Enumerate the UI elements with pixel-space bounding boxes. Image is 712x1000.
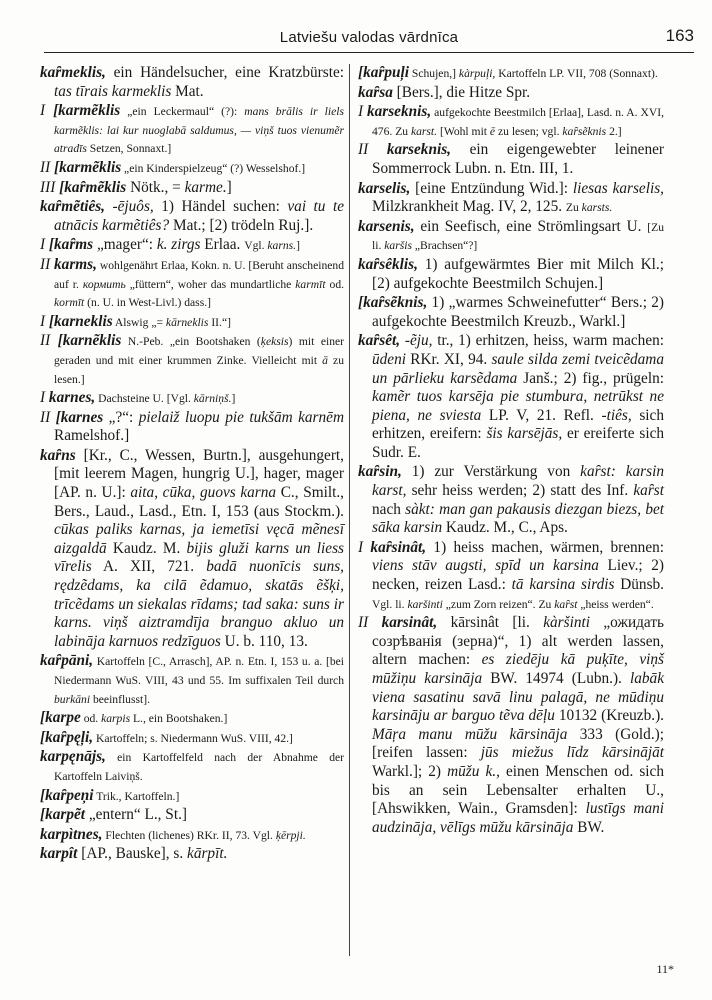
entry-text: II xyxy=(40,255,55,273)
entry-text: кормить xyxy=(82,277,126,291)
entry-text: -ējuôs, xyxy=(112,198,154,216)
dictionary-entry xyxy=(358,614,664,837)
entry-text: er ereiferte sich Sudr. E. xyxy=(372,425,665,461)
signature-mark: 11* xyxy=(656,962,674,976)
running-title: Latviešu valodas vārdnīca xyxy=(279,29,459,46)
dictionary-entry xyxy=(40,826,344,845)
dictionary-entry xyxy=(40,236,344,255)
entry-text: „heiss werden“. xyxy=(577,597,654,611)
entry-text: kaȓsẽknis xyxy=(562,124,607,138)
entry-headword: karsinât, xyxy=(381,614,438,632)
entry-text: -tiês, xyxy=(601,406,632,424)
entry-text: II.“] xyxy=(208,315,231,329)
entry-text: badā nuonīcis suns, rędzẽdams, ka cilā ẽdamuo, skatās ẽšķi, trīcẽdams un siekalas rīdams; tad saka: suns ir karns. viņš aiztramdīja branguo akluo un labināja karnuos redzīguos xyxy=(54,558,344,650)
entry-headword: [karnẽklis xyxy=(57,332,122,350)
entry-headword: kaȓmeklis, xyxy=(40,64,106,81)
entry-text: 1) zur Verstärkung von xyxy=(401,463,581,481)
entry-text: Kartoffeln [C., Arrasch], AP. n. Etn. I, 153 u. a. [bei Niedermann WuS. VIII, 43 und 55. Im suffixalen Teil durch xyxy=(54,655,344,687)
dictionary-entry xyxy=(358,463,664,537)
entry-text: A. XII, 721. xyxy=(91,558,207,576)
entry-text: „entern“ L., St.] xyxy=(85,806,187,824)
entry-headword: kaȓns xyxy=(40,446,76,464)
entry-text: labāk viena sasatinu savā linu palagā, ne mūdiņu karsināju ar barguo tẽva dēļu xyxy=(372,670,664,725)
dictionary-entry xyxy=(40,102,344,158)
entry-text: II xyxy=(40,158,55,176)
entry-text: „ein Leckermaul“ (?): xyxy=(120,105,245,119)
entry-text: ] xyxy=(231,392,236,406)
entry-text: burkāni xyxy=(54,692,91,706)
entry-text: LP. V, 21. Refl. xyxy=(481,406,602,424)
entry-text: karpis xyxy=(101,712,131,726)
entry-headword: karpęnājs, xyxy=(40,748,106,766)
entry-headword: [kaȓmẽklis xyxy=(59,178,127,196)
entry-text: -ẽju, xyxy=(404,332,433,350)
entry-text: kārneklis xyxy=(165,315,209,329)
entry-text: ē xyxy=(489,124,496,138)
entry-text: (n. U. in West-Livl.) dass.] xyxy=(84,296,211,310)
entry-text: II xyxy=(40,332,58,350)
entry-text: pielaiž luopu pie tukšām karnēm xyxy=(138,408,344,426)
entry-text: „ein Kinderspielzeug“ (?) Wesselshof.] xyxy=(121,161,306,175)
entry-text: Flechten (lichenes) RKr. II, 73. Vgl. xyxy=(102,828,276,842)
entry-text: RKr. XI, 94. xyxy=(406,350,492,368)
dictionary-entry xyxy=(358,180,664,217)
entry-text: ein Händelsucher, eine Kratzbürste: xyxy=(105,64,344,81)
entry-text: II xyxy=(40,408,56,426)
entry-headword: karnes, xyxy=(48,389,96,407)
dictionary-entry xyxy=(358,64,664,83)
dictionary-entry xyxy=(40,313,344,332)
entry-text: Kartoffeln LP. VII, 708 (Sonnaxt). xyxy=(495,67,658,80)
entry-text: ein eigengewebter leinener Sommerrock Lubn. n. Etn. III, 1. xyxy=(372,141,664,177)
entry-text: L., ein Bootshaken.] xyxy=(130,712,228,726)
entry-text: Kaudz. M., C., Aps. xyxy=(442,519,568,537)
entry-text: „ожидать созрѣванія (зерна)“, 1) alt werden lassen, altern machen: xyxy=(372,614,664,669)
entry-text: Schujen,] xyxy=(409,67,459,80)
entry-text: I xyxy=(40,236,49,254)
entry-text: kārsinât [li. xyxy=(437,614,544,632)
entry-text: ķeksis xyxy=(260,335,289,349)
entry-text: karns. xyxy=(267,239,297,253)
entry-text: cūkas paliks karnas, ja iemetīsi vęcā mẽnesī aizgaldā xyxy=(54,521,344,557)
entry-text: [Wohl mit xyxy=(437,124,490,138)
entry-text: Māŗa manu mūžu kārsināja xyxy=(372,725,568,743)
entry-text: sàkt: man gan pakausis diezgan biezs, bet sāka karsin xyxy=(372,500,665,537)
entry-text: od. xyxy=(325,277,345,291)
dictionary-entry xyxy=(40,806,344,825)
entry-headword: karseknis, xyxy=(386,141,451,159)
entry-text: I xyxy=(40,389,49,407)
dictionary-entry xyxy=(358,332,664,462)
dictionary-entry xyxy=(358,218,664,255)
entry-text: ā xyxy=(322,353,328,367)
entry-text: zu lesen.] xyxy=(54,353,344,386)
entry-text: lustīgs mani audzināja, vēlīgs mūžu kārsināja xyxy=(372,800,664,836)
entry-headword: kaȓsêt, xyxy=(358,332,401,350)
entry-headword: kaȓsa xyxy=(358,83,393,101)
entry-headword: [karneklis xyxy=(48,312,113,330)
entry-text: Nötk., = xyxy=(126,178,185,196)
entry-headword: kaȓsin, xyxy=(358,463,402,481)
entry-text: vai tu te atnācis karmẽtiês? xyxy=(54,198,344,234)
entry-text: Kaudz. M. xyxy=(106,539,187,557)
entry-text: kamẽr tuos karsēja pie stumbura, netrūkst ne piena, ne sviesta xyxy=(372,388,664,424)
entry-text: sich erhitzen, ereifern: xyxy=(372,406,664,443)
dictionary-entry xyxy=(40,748,344,785)
entry-text: Dachsteine U. [Vgl. xyxy=(95,392,194,406)
entry-text: tā karsina sirdis xyxy=(511,576,615,594)
entry-text: BW. xyxy=(573,818,605,836)
entry-text: 1) heiss machen, wärmen, brennen: xyxy=(426,538,665,556)
dictionary-entry xyxy=(358,294,664,331)
entry-text: „?“: xyxy=(103,408,139,426)
entry-text: I xyxy=(40,102,54,120)
dictionary-entry xyxy=(40,729,344,748)
entry-text: II xyxy=(358,141,387,159)
entry-headword: [karpe xyxy=(40,709,81,727)
entry-text: saule silda zemi tveicẽdama un pārlieku karsẽdama xyxy=(372,350,664,387)
entry-headword: kaȓsinât, xyxy=(370,538,427,556)
dictionary-entry xyxy=(358,256,664,293)
entry-text: bijis gluži karns un liess vīrelis xyxy=(54,539,344,576)
entry-text: Vgl. li. xyxy=(372,597,408,611)
entry-text: nach xyxy=(372,500,406,518)
entry-text: karst. xyxy=(410,124,438,138)
entry-text: Zu xyxy=(565,201,582,215)
entry-text: tas tīrais karmeklis xyxy=(54,82,172,100)
entry-text: einen Menschen od. sich bis an sein Lebensalter erhalten U., [Ahswikken, Wain., Gramsden]: xyxy=(372,762,664,818)
dictionary-entry xyxy=(40,389,344,408)
entry-text: wohlgenährt Erlaa, Kokn. n. U. [Beruht anscheinend auf r. xyxy=(54,258,344,291)
entry-text: ķērpji. xyxy=(275,828,306,842)
entry-text: karsts. xyxy=(581,201,613,215)
entry-text: 333 (Gold.); [reifen lassen: xyxy=(372,725,664,762)
page-number: 163 xyxy=(665,26,694,45)
dictionary-entry xyxy=(40,652,344,708)
entry-headword: [kaȓsẽknis, xyxy=(358,294,428,312)
entry-text: Kartoffeln; s. Niedermann WuS. VIII, 42.] xyxy=(93,731,293,745)
entry-text: Milzkrankheit Mag. IV, 2, 125. xyxy=(372,198,566,216)
entry-text: k. zirgs xyxy=(156,236,201,254)
column-divider xyxy=(349,64,350,956)
entry-text: „mager“: xyxy=(93,236,157,254)
entry-text: Trik., Kartoffeln.] xyxy=(93,789,180,803)
entry-text: mans brālis ir liels karmẽklis: lai kur nuoglabā saldumus, — viņš tuos vienumẽr atradīs xyxy=(54,105,344,156)
entry-text: karšis xyxy=(384,239,412,253)
entry-text: I xyxy=(40,312,49,330)
entry-headword: kaȓmẽtiês, xyxy=(40,198,106,216)
entry-text: Janš.; 2) fig., prügeln: xyxy=(517,369,664,387)
entry-text: I xyxy=(358,538,371,556)
entry-text: Dünsb. xyxy=(614,576,665,594)
entry-text: kàrpuļi, xyxy=(458,67,496,80)
entry-text: Warkl.]; 2) xyxy=(372,762,448,780)
page-header xyxy=(44,22,694,53)
entry-headword: karselis, xyxy=(358,179,411,197)
entry-text: „füttern“, woher das mundartliche xyxy=(125,277,296,291)
entry-text: Vgl. xyxy=(244,239,268,253)
entry-text: ] xyxy=(296,239,300,253)
entry-text: kaȓst xyxy=(554,597,578,611)
entry-text: ein Seefisch, eine Strömlingsart U. xyxy=(414,217,648,235)
entry-text: kaȓst xyxy=(633,482,664,500)
entry-text: „zum Zorn reizen“. Zu xyxy=(442,597,555,611)
entry-text: ūdeni xyxy=(372,350,406,368)
entry-text: mūžu k., xyxy=(447,762,500,780)
entry-text xyxy=(105,198,113,215)
entry-text: kaȓst: karsin karst, xyxy=(372,463,664,500)
entry-text: karšinti xyxy=(407,597,443,611)
entry-text: sehr heiss werden; 2) statt des Inf. xyxy=(406,482,634,500)
entry-text: [Zu li. xyxy=(372,220,664,253)
entry-text: jūs miežus līdz kārsinājāt xyxy=(480,744,664,762)
entry-text: C., Smilt., Bers., Laud., Lasd., Etn. I, 153 (aus Stockm.). xyxy=(54,484,344,520)
entry-text: Erlaa. xyxy=(200,236,245,254)
entry-text: šis karsējās, xyxy=(486,425,563,443)
dictionary-entry xyxy=(40,845,344,864)
entry-text: ein Kartoffelfeld nach der Abnahme der Kartoffeln Laiviņš. xyxy=(54,751,344,783)
entry-text: karmīt xyxy=(295,277,326,291)
dictionary-entry xyxy=(358,103,664,140)
entry-text: N.-Peb. „ein Bootshaken ( xyxy=(121,335,261,349)
dictionary-entry xyxy=(40,709,344,728)
entry-headword: [kaȓpuļi xyxy=(358,64,409,81)
entry-text: tr., 1) erhitzen, heiss, warm machen: xyxy=(432,332,665,350)
entry-text: BW. 14974 (Lubn.). xyxy=(482,670,630,687)
dictionary-entry xyxy=(40,332,344,388)
entry-headword: karseknis, xyxy=(366,103,432,121)
entry-text: kārpīt. xyxy=(187,845,228,863)
dictionary-entry xyxy=(358,539,664,613)
dictionary-entry xyxy=(40,256,344,312)
entry-text: 1) aufgewärmtes Bier mit Milch Kl.; [2) aufgekochte Beestmilch Schujen.] xyxy=(372,255,664,292)
dictionary-entry xyxy=(40,64,344,101)
entry-headword: karpìtnes, xyxy=(40,825,103,843)
entry-headword: karms, xyxy=(54,255,97,273)
entry-text: Mat.; [2) trödeln Ruj.]. xyxy=(169,216,314,234)
entry-text: Liev.; 2) necken, reizen Lasd.: xyxy=(372,557,664,594)
entry-headword: [kaȓpęļi, xyxy=(40,728,94,746)
entry-text: 1) Händel suchen: xyxy=(153,198,288,216)
entry-headword: kaȓpāni, xyxy=(40,652,94,670)
dictionary-entry xyxy=(40,447,344,652)
entry-text: viens stāv augsti, spīd un karsina xyxy=(372,557,599,575)
dictionary-entry xyxy=(40,159,344,178)
entry-text: aufgekochte Beestmilch [Erlaa], Lasd. n. A. XVI, 476. Zu xyxy=(372,106,664,138)
entry-headword: [karnes xyxy=(55,408,104,426)
entry-text: es ziedēju kā puķīte, viņš mūžiņu karsināja xyxy=(372,651,664,687)
entry-text: 2.] xyxy=(606,124,622,138)
dictionary-entry xyxy=(40,787,344,806)
entry-text: [eine Entzündung Wid.]: xyxy=(410,179,573,197)
entry-text: kàršinti xyxy=(543,614,590,632)
entry-text: [Bers.], die Hitze Spr. xyxy=(392,83,531,101)
left-column xyxy=(40,64,344,864)
entry-text: 10132 (Kreuzb.). xyxy=(554,707,664,725)
entry-text: III xyxy=(40,178,60,196)
entry-text: kārniņš. xyxy=(193,392,232,406)
entry-headword: [karmẽklis xyxy=(54,158,122,176)
entry-text: karme. xyxy=(184,178,227,196)
entry-text: Setzen, Sonnaxt.] xyxy=(86,142,172,156)
entry-text: I xyxy=(358,103,367,121)
entry-text: Ramelshof.] xyxy=(54,427,130,445)
entry-text: II xyxy=(358,614,382,632)
dictionary-entry xyxy=(358,141,664,178)
entry-text: Mat. xyxy=(171,82,204,100)
entry-text: 1) „warmes Schweinefutter“ Bers.; 2) aufgekochte Beestmilch Kreuzb., Warkl.] xyxy=(372,294,664,330)
entry-headword: kaȓsêklis, xyxy=(358,255,418,273)
dictionary-entry xyxy=(358,84,664,103)
entry-text: aita, cūka, guovs karna xyxy=(130,484,277,502)
entry-text: Alswig „= xyxy=(112,315,166,329)
entry-text: od. xyxy=(80,712,102,726)
entry-text: U. b. 110, 13. xyxy=(220,632,308,650)
entry-headword: [kaȓpeņi xyxy=(40,786,94,804)
entry-text: [AP., Bauske], s. xyxy=(77,845,188,863)
entry-text: „Brachsen“?] xyxy=(411,239,478,253)
entry-text: beeinflusst]. xyxy=(90,692,150,706)
entry-text: [Kr., C., Wessen, Burtn.], ausgehungert, [mit leerem Magen, hungrig U.], hager, mager [AP. n. U.]: xyxy=(54,446,344,502)
right-column xyxy=(358,64,664,837)
entry-headword: [karmẽklis xyxy=(53,102,121,120)
dictionary-entry xyxy=(40,409,344,446)
entry-text: ] xyxy=(226,178,232,196)
dictionary-entry xyxy=(40,198,344,235)
entry-text: ) mit einer geraden und mit einer krummen Zinke. Vielleicht mit xyxy=(54,335,345,367)
entry-headword: karpît xyxy=(40,845,78,863)
entry-headword: karsenis, xyxy=(358,217,415,235)
dictionary-entry xyxy=(40,179,344,198)
entry-text: liesas karselis, xyxy=(572,179,664,197)
entry-text: zu lesen; vgl. xyxy=(495,124,563,138)
entry-text: kormīt xyxy=(54,296,85,310)
entry-headword: [karpẽt xyxy=(40,806,86,824)
entry-headword: [kaȓms xyxy=(48,236,94,254)
